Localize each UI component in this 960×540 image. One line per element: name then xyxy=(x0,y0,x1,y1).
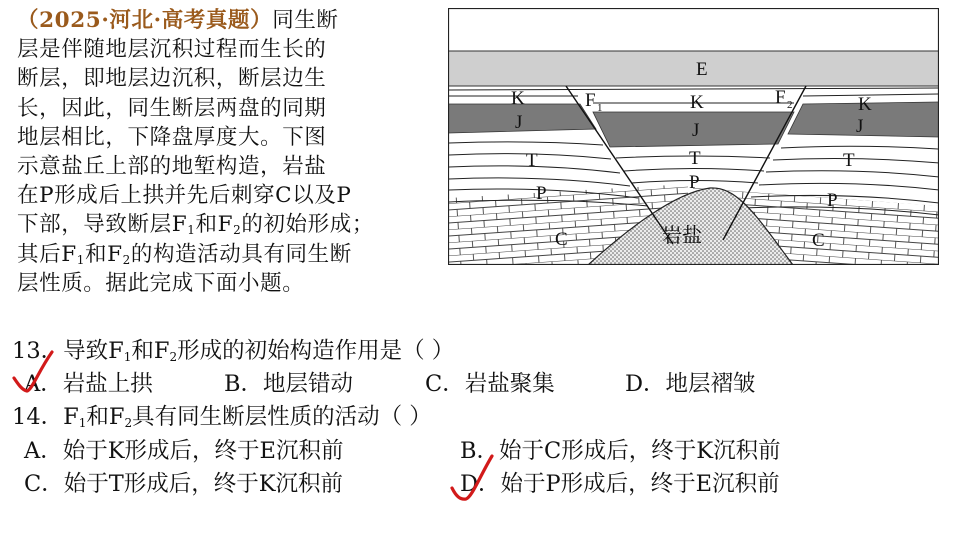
q14-stem: 14．$F_1$和$F_2$具有同生断层性质的活动（ ） xyxy=(12,404,432,430)
graben-diagram xyxy=(448,8,939,265)
label-P-left: P xyxy=(536,183,547,204)
label-C-right: C xyxy=(812,230,825,251)
label-salt: 岩盐 xyxy=(662,223,702,247)
label-C-left: C xyxy=(555,229,568,250)
intro-line-10: 层性质。据此完成下面小题。 xyxy=(17,270,305,296)
intro-line-1: （2025·河北·高考真题）同生断 xyxy=(17,8,339,33)
q13-option-d[interactable]: D．地层褶皱 xyxy=(625,371,756,397)
label-P-mid: P xyxy=(689,172,700,193)
label-K-mid: K xyxy=(690,92,704,113)
intro-line-9: 其后$F_1$和$F_2$的构造活动具有同生断 xyxy=(17,241,352,267)
q14-option-b[interactable]: B．始于C形成后，终于K沉积前 xyxy=(460,438,781,464)
q14-option-a[interactable]: A．始于K形成后，终于E沉积前 xyxy=(24,438,344,464)
label-T-mid: T xyxy=(689,148,701,169)
label-T-right: T xyxy=(843,150,855,171)
intro-line-6: 示意盐丘上部的地堑构造，岩盐 xyxy=(17,154,327,180)
q13-stem: 13．导致$F_1$和$F_2$形成的初始构造作用是（ ） xyxy=(12,338,455,364)
label-F2: F xyxy=(775,87,786,108)
label-F1: F xyxy=(585,90,596,111)
q13-option-a[interactable]: A．岩盐上拱 xyxy=(24,371,153,397)
svg-text:2: 2 xyxy=(787,99,793,111)
label-J-mid: J xyxy=(692,120,700,141)
q14-option-d[interactable]: D．始于P形成后，终于E沉积前 xyxy=(460,471,780,497)
intro-line-4: 长，因此，同生断层两盘的同期 xyxy=(17,95,327,121)
label-J-left: J xyxy=(515,112,523,133)
intro-line-3: 断层，即地层边沉积，断层边生 xyxy=(17,66,327,92)
q13-option-b[interactable]: B．地层错动 xyxy=(224,371,354,397)
label-E: E xyxy=(696,59,708,80)
question-intro xyxy=(17,6,417,298)
intro-line-2: 层是伴随地层沉积过程而生长的 xyxy=(17,37,327,63)
intro-line-5: 地层相比，下降盘厚度大。下图 xyxy=(17,124,327,150)
q14-option-c[interactable]: C．始于T形成后，终于K沉积前 xyxy=(24,471,344,497)
intro-line-8: 下部，导致断层$F_1$和$F_2$的初始形成； xyxy=(17,212,374,238)
q13-option-c[interactable]: C．岩盐聚集 xyxy=(425,371,555,397)
label-J-right: J xyxy=(856,116,864,137)
intro-line-7: 在P形成后上拱并先后刺穿C以及P xyxy=(17,183,352,209)
label-P-right: P xyxy=(827,190,838,211)
svg-text:1: 1 xyxy=(597,102,603,114)
label-K-left: K xyxy=(511,88,525,109)
label-K-right: K xyxy=(858,94,872,115)
layer-E xyxy=(448,51,939,86)
source-label: （2025·河北·高考真题） xyxy=(17,8,273,33)
label-T-left: T xyxy=(526,150,538,171)
